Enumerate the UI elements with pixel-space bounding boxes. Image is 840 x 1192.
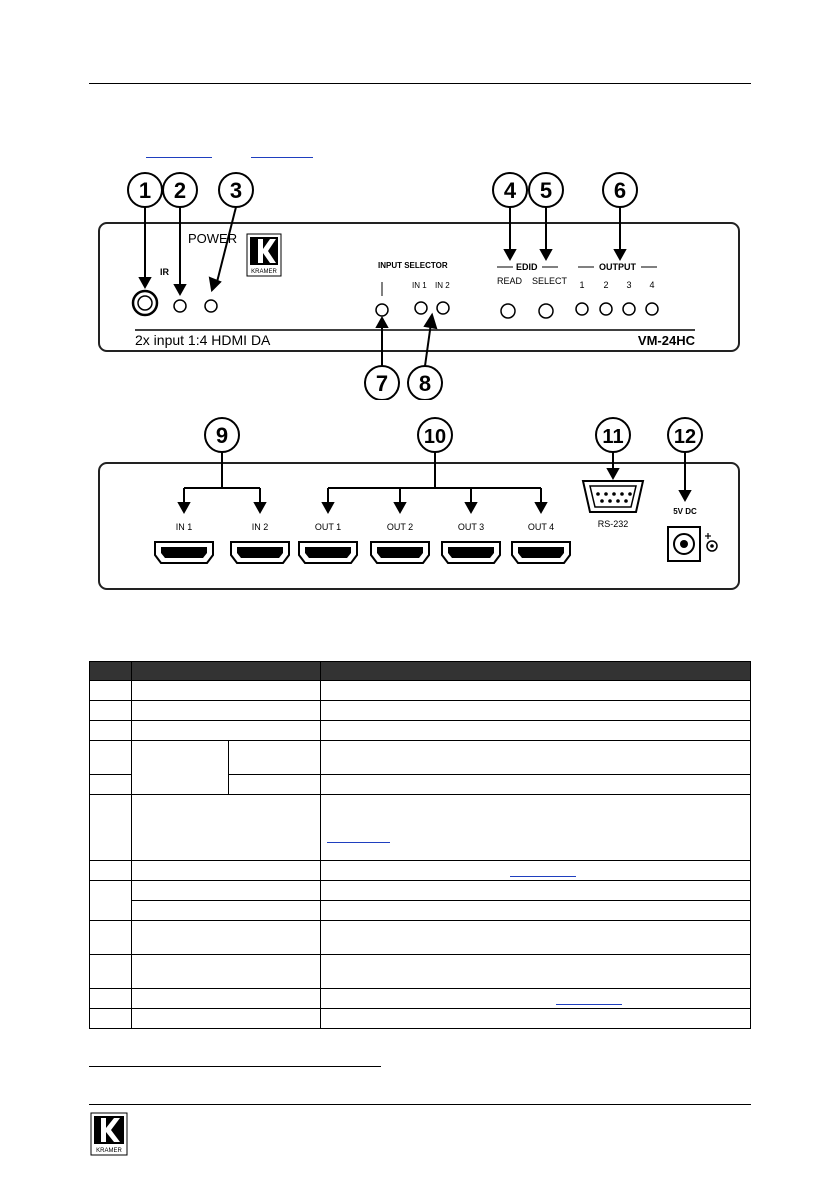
output-num-4: 4 — [649, 280, 655, 290]
svg-text:7: 7 — [375, 371, 389, 396]
callout-2 — [163, 173, 197, 207]
table-row — [90, 741, 751, 775]
front-in2-label: IN 2 — [435, 281, 450, 290]
rear-in2-label: IN 2 — [251, 522, 269, 532]
hdmi-in2-port[interactable] — [231, 542, 289, 563]
features-table — [89, 661, 751, 1029]
svg-text:KRAMER: KRAMER — [96, 1148, 122, 1154]
table-row — [90, 921, 751, 955]
rear-out2-label: OUT 2 — [386, 522, 414, 532]
table-row — [90, 989, 751, 1009]
svg-text:3: 3 — [229, 178, 243, 203]
callout-6 — [603, 173, 637, 207]
cross-ref-link-1[interactable] — [146, 157, 212, 158]
power-label: POWER — [188, 231, 238, 246]
svg-text:2: 2 — [173, 178, 187, 203]
rs232-label: RS-232 — [597, 519, 629, 529]
model-description: 2x input 1:4 HDMI DA — [135, 332, 271, 348]
ir-led — [174, 300, 186, 312]
svg-text:8: 8 — [418, 371, 432, 396]
table-row — [90, 901, 751, 921]
hdmi-out2-port[interactable] — [371, 542, 429, 563]
callout-3 — [219, 173, 253, 207]
front-panel-diagram — [95, 170, 745, 400]
output-led-3 — [623, 303, 635, 315]
hdmi-out1-port[interactable] — [299, 542, 357, 563]
power-led — [205, 300, 217, 312]
table-row — [90, 1009, 751, 1029]
svg-text:5: 5 — [539, 178, 553, 203]
svg-text:9: 9 — [215, 423, 229, 448]
table-row — [90, 861, 751, 881]
svg-text:12: 12 — [673, 426, 697, 448]
callout-1 — [128, 173, 162, 207]
input-selector-button[interactable] — [376, 304, 388, 316]
table-cross-ref-link[interactable] — [327, 842, 390, 843]
output-led-2 — [600, 303, 612, 315]
hdmi-in1-port[interactable] — [155, 542, 213, 563]
callout-10 — [418, 418, 452, 452]
table-header-cell — [132, 662, 321, 681]
edid-read-label: READ — [497, 276, 523, 286]
table-header-cell — [321, 662, 751, 681]
dc-power-jack[interactable] — [668, 527, 700, 561]
callout-8 — [408, 366, 442, 400]
edid-select-button[interactable] — [539, 304, 553, 318]
kramer-logo — [247, 234, 281, 276]
in2-led — [437, 302, 449, 314]
output-led-1 — [576, 303, 588, 315]
callout-4 — [493, 173, 527, 207]
output-led-4 — [646, 303, 658, 315]
callout-9 — [205, 418, 239, 452]
in1-led — [415, 302, 427, 314]
svg-text:1: 1 — [138, 178, 152, 203]
ir-label: IR — [160, 267, 169, 277]
table-row — [90, 795, 751, 861]
front-in1-label: IN 1 — [412, 281, 427, 290]
rear-in1-label: IN 1 — [175, 522, 193, 532]
footer-rule — [89, 1104, 751, 1105]
table-row — [90, 721, 751, 741]
footer-kramer-logo — [90, 1112, 128, 1156]
svg-text:KRAMER: KRAMER — [251, 269, 277, 275]
svg-text:4: 4 — [503, 178, 517, 203]
callout-11 — [596, 418, 630, 452]
table-header-row — [90, 662, 751, 681]
rs232-port[interactable] — [583, 481, 643, 512]
model-name: VM-24HC — [637, 333, 695, 348]
rear-panel-diagram — [95, 415, 745, 600]
hdmi-out4-port[interactable] — [512, 542, 570, 563]
rear-out1-label: OUT 1 — [314, 522, 342, 532]
callout-12 — [668, 418, 702, 452]
rear-out3-label: OUT 3 — [457, 522, 485, 532]
table-row — [90, 881, 751, 901]
table-row — [90, 681, 751, 701]
output-num-1: 1 — [579, 280, 585, 290]
power-dc-label: 5V DC — [673, 507, 697, 516]
output-num-2: 2 — [603, 280, 609, 290]
table-row — [90, 701, 751, 721]
svg-text:6: 6 — [613, 178, 627, 203]
table-header-cell — [90, 662, 132, 681]
callout-7 — [365, 366, 399, 400]
header-rule — [89, 83, 751, 84]
table-cross-ref-link[interactable] — [556, 1004, 622, 1005]
footnote-rule — [89, 1066, 381, 1067]
table-row — [90, 955, 751, 989]
edid-select-label: SELECT — [532, 276, 568, 286]
table-cross-ref-link[interactable] — [510, 876, 576, 877]
svg-text:11: 11 — [602, 426, 624, 448]
input-selector-label: INPUT SELECTOR — [378, 261, 448, 270]
hdmi-out3-port[interactable] — [442, 542, 500, 563]
edid-label: EDID — [516, 262, 538, 272]
output-num-3: 3 — [626, 280, 632, 290]
svg-text:10: 10 — [423, 426, 447, 448]
edid-read-button[interactable] — [501, 304, 515, 318]
cross-ref-link-2[interactable] — [251, 157, 313, 158]
callout-5 — [529, 173, 563, 207]
rear-out4-label: OUT 4 — [527, 522, 555, 532]
output-label: OUTPUT — [599, 262, 636, 272]
